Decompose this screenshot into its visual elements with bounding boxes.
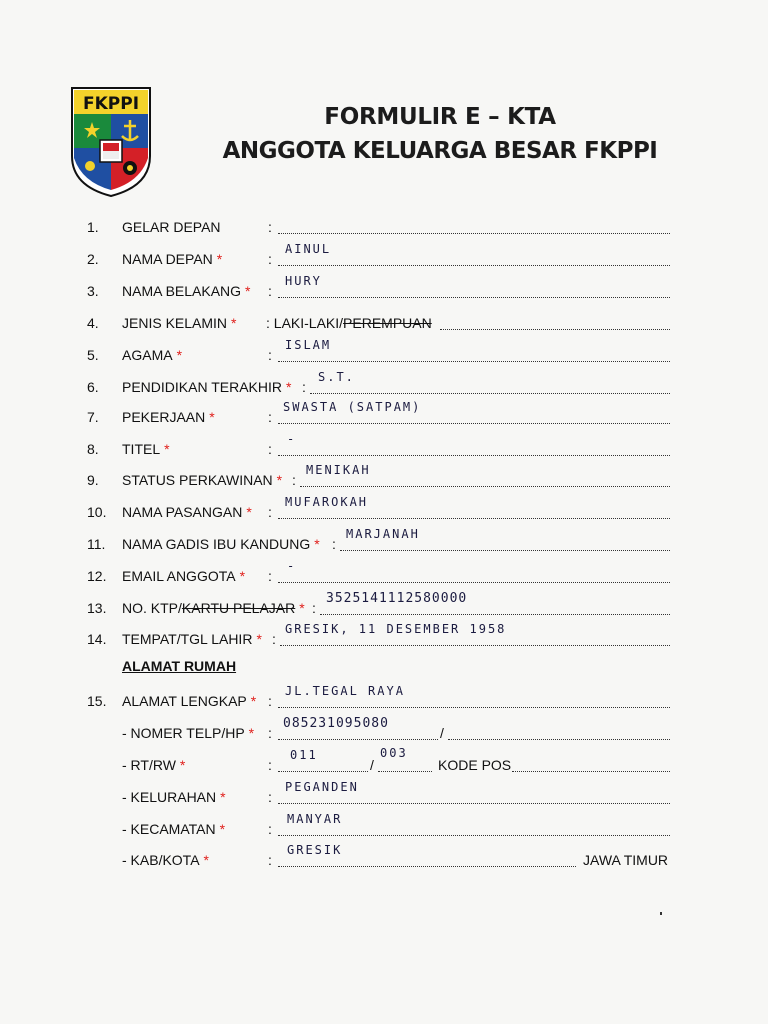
- field-label: [122, 568, 245, 584]
- option-perempuan[interactable]: PEREMPUAN: [343, 315, 432, 331]
- required-mark: *: [203, 852, 209, 868]
- field-row-rt-rw: [0, 746, 768, 778]
- colon: :: [302, 379, 306, 395]
- pekerjaan-value: SWASTA (SATPAM): [283, 400, 422, 414]
- required-mark: *: [250, 693, 257, 709]
- label-text: EMAIL ANGGOTA: [122, 568, 236, 584]
- label-text: - RT/RW: [122, 757, 176, 773]
- label-text: TEMPAT/TGL LAHIR: [122, 631, 253, 647]
- field-row-nama-pasangan: [0, 495, 768, 525]
- titel-value: -: [287, 432, 297, 446]
- status-perkawinan-field[interactable]: [300, 486, 670, 487]
- agama-value: ISLAM: [285, 338, 332, 352]
- field-row-agama: [0, 338, 768, 368]
- field-row-pekerjaan: [0, 400, 768, 430]
- nama-pasangan-value: MUFAROKAH: [285, 495, 369, 509]
- field-label: [122, 852, 209, 868]
- label-text: - NOMER TELP/HP: [122, 725, 245, 741]
- label-text: NAMA DEPAN: [122, 251, 213, 267]
- row-number: 12.: [87, 568, 107, 584]
- required-mark: *: [256, 631, 262, 647]
- colon: :: [266, 315, 270, 331]
- no-ktp-field[interactable]: [320, 614, 670, 615]
- label-text: ALAMAT LENGKAP: [122, 693, 247, 709]
- field-row-nama-depan: [0, 242, 768, 272]
- field-row-kecamatan: [0, 812, 768, 842]
- jenis-kelamin-options: [266, 315, 432, 331]
- colon: :: [268, 852, 272, 868]
- tempat-tgl-lahir-value: GRESIK, 11 DESEMBER 1958: [285, 622, 507, 636]
- nama-depan-value: AINUL: [285, 242, 332, 256]
- required-mark: *: [231, 315, 237, 331]
- rw-value: 003: [380, 746, 408, 760]
- row-number: 7.: [87, 409, 99, 425]
- row-number: 10.: [87, 504, 107, 520]
- rt-rw-separator: /: [370, 757, 374, 773]
- label-text: JENIS KELAMIN: [122, 315, 228, 331]
- field-label: [122, 693, 256, 709]
- row-number: 5.: [87, 347, 99, 363]
- kode-pos-label: KODE POS: [438, 757, 512, 773]
- label-text: NO. KTP/: [122, 600, 182, 616]
- required-mark: *: [248, 725, 255, 741]
- field-row-email: [0, 559, 768, 589]
- logo-text: FKPPI: [82, 94, 140, 114]
- hp-field[interactable]: [448, 739, 670, 740]
- no-ktp-value: 3525141112580000: [326, 591, 468, 606]
- jenis-kelamin-field: [440, 329, 670, 330]
- row-number: 14.: [87, 631, 107, 647]
- pekerjaan-field[interactable]: [278, 423, 670, 424]
- label-text: NAMA BELAKANG: [122, 283, 242, 299]
- field-label: [122, 821, 225, 837]
- row-number: 1.: [87, 219, 99, 235]
- email-value: -: [287, 559, 297, 573]
- field-label: [122, 379, 291, 395]
- label-struck: KARTU PELAJAR: [181, 600, 296, 616]
- field-row-nama-belakang: [0, 274, 768, 304]
- colon: :: [268, 693, 272, 709]
- required-mark: *: [220, 789, 226, 805]
- telp-field[interactable]: [278, 739, 438, 740]
- field-label: GELAR DEPAN: [122, 219, 221, 235]
- required-mark: *: [245, 283, 251, 299]
- field-row-nama-ibu: [0, 527, 768, 557]
- row-number: 3.: [87, 283, 99, 299]
- nama-pasangan-field[interactable]: [278, 518, 670, 519]
- row-number: 13.: [87, 600, 107, 616]
- kelurahan-field[interactable]: [278, 803, 670, 804]
- tempat-tgl-lahir-field[interactable]: [280, 645, 670, 646]
- field-label: [122, 789, 226, 805]
- field-row-status-perkawinan: [0, 463, 768, 493]
- label-text: PEKERJAAN: [122, 409, 206, 425]
- colon: :: [268, 821, 272, 837]
- colon: :: [268, 757, 272, 773]
- field-label: [122, 536, 320, 552]
- colon: :: [272, 631, 276, 647]
- agama-field[interactable]: [278, 361, 670, 362]
- colon: :: [268, 441, 272, 457]
- required-mark: *: [164, 441, 170, 457]
- field-row-tempat-tgl-lahir: [0, 622, 768, 652]
- nama-depan-field[interactable]: [278, 265, 670, 266]
- field-row-jenis-kelamin: [0, 312, 768, 336]
- row-number: 9.: [87, 472, 99, 488]
- kab-kota-field[interactable]: [278, 866, 576, 867]
- kab-kota-value: GRESIK: [287, 843, 343, 857]
- row-number: 11.: [87, 536, 106, 552]
- alamat-lengkap-value: JL.TEGAL RAYA: [285, 684, 405, 698]
- row-number: 15.: [87, 693, 107, 709]
- gelar-depan-field[interactable]: [278, 233, 670, 234]
- field-label: [122, 347, 182, 363]
- required-mark: *: [246, 504, 252, 520]
- colon: :: [292, 472, 296, 488]
- field-label: [122, 504, 252, 520]
- field-row-titel: [0, 432, 768, 462]
- required-mark: *: [276, 472, 283, 488]
- field-label: [122, 757, 185, 773]
- colon: :: [312, 600, 316, 616]
- required-mark: *: [209, 409, 215, 425]
- required-mark: *: [239, 568, 246, 584]
- telp-separator: /: [440, 725, 444, 741]
- pendidikan-field[interactable]: [310, 393, 670, 394]
- form-title: FORMULIR E – KTA: [324, 104, 556, 130]
- label-text: AGAMA: [122, 347, 173, 363]
- nama-ibu-field[interactable]: [340, 550, 670, 551]
- field-label: [122, 441, 170, 457]
- label-text: - KAB/KOTA: [122, 852, 200, 868]
- label-text: NAMA PASANGAN: [122, 504, 243, 520]
- required-mark: *: [219, 821, 226, 837]
- row-number: 2.: [87, 251, 99, 267]
- colon: :: [268, 283, 272, 299]
- colon: :: [268, 789, 272, 805]
- field-label: [122, 409, 215, 425]
- required-mark: *: [216, 251, 223, 267]
- section-alamat-rumah: ALAMAT RUMAH: [122, 658, 237, 674]
- label-text: NAMA GADIS IBU KANDUNG: [122, 536, 311, 552]
- colon: :: [268, 568, 272, 584]
- label-text: PENDIDIKAN TERAKHIR: [122, 379, 282, 395]
- colon: :: [268, 409, 272, 425]
- field-label: [122, 315, 236, 331]
- field-label: [122, 251, 222, 267]
- nama-belakang-value: HURY: [285, 274, 322, 288]
- required-mark: *: [179, 757, 186, 773]
- alamat-lengkap-field[interactable]: [278, 707, 670, 708]
- field-row-kelurahan: [0, 780, 768, 810]
- field-label: [122, 725, 254, 741]
- telp-value: 085231095080: [283, 716, 389, 731]
- label-text: - KECAMATAN: [122, 821, 216, 837]
- field-row-kab-kota: [0, 843, 768, 873]
- required-mark: *: [286, 379, 292, 395]
- fkppi-logo: [70, 86, 152, 198]
- rt-value: 011: [290, 748, 318, 762]
- field-label: [122, 600, 305, 616]
- kelurahan-value: PEGANDEN: [285, 780, 359, 794]
- kecamatan-field[interactable]: [278, 835, 670, 836]
- kecamatan-value: MANYAR: [287, 812, 343, 826]
- label-text: STATUS PERKAWINAN: [122, 472, 273, 488]
- field-label: [122, 283, 251, 299]
- field-label: [122, 631, 262, 647]
- field-row-pendidikan: [0, 370, 768, 400]
- row-number: 6.: [87, 379, 99, 395]
- colon: :: [268, 347, 272, 363]
- label-text: TITEL: [122, 441, 161, 457]
- status-perkawinan-value: MENIKAH: [306, 463, 371, 477]
- required-mark: *: [176, 347, 183, 363]
- colon: :: [268, 251, 272, 267]
- colon: :: [268, 219, 272, 235]
- email-field[interactable]: [278, 582, 670, 583]
- kode-pos-field[interactable]: [512, 771, 670, 772]
- label-text: - KELURAHAN: [122, 789, 217, 805]
- field-row-telp: [0, 716, 768, 746]
- colon: :: [268, 725, 272, 741]
- nama-belakang-field[interactable]: [278, 297, 670, 298]
- colon: :: [332, 536, 336, 552]
- rw-field[interactable]: [378, 771, 432, 772]
- field-row-gelar-depan: [0, 216, 768, 240]
- required-mark: *: [299, 600, 305, 616]
- rt-field[interactable]: [278, 771, 368, 772]
- field-label: [122, 472, 282, 488]
- stray-mark: [660, 912, 662, 915]
- nama-ibu-value: MARJANAH: [346, 527, 420, 541]
- province-label: JAWA TIMUR: [583, 852, 669, 868]
- row-number: 8.: [87, 441, 99, 457]
- titel-field[interactable]: [278, 455, 670, 456]
- field-row-alamat-lengkap: [0, 684, 768, 714]
- form-subtitle: ANGGOTA KELUARGA BESAR FKPPI: [222, 138, 658, 164]
- option-laki-laki[interactable]: LAKI-LAKI/: [273, 315, 344, 331]
- field-row-no-ktp: [0, 591, 768, 621]
- required-mark: *: [314, 536, 320, 552]
- row-number: 4.: [87, 315, 99, 331]
- colon: :: [268, 504, 272, 520]
- pendidikan-value: S.T.: [318, 370, 355, 384]
